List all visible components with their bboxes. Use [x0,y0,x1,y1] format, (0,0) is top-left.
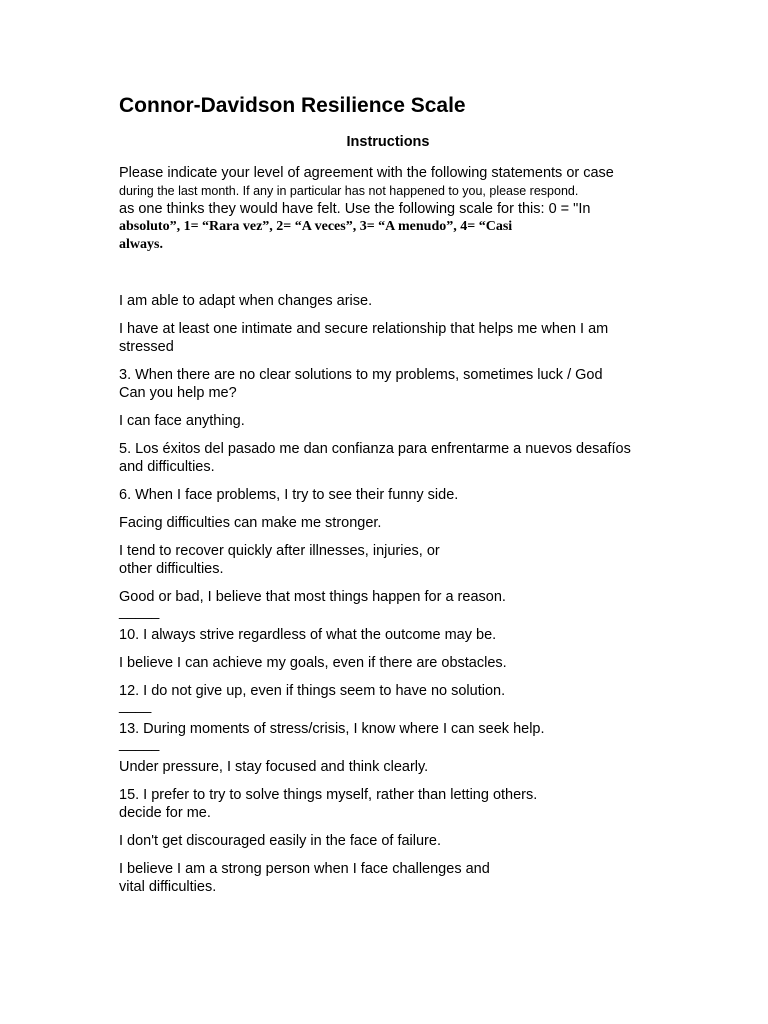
instructions-line: absoluto”, 1= “Rara vez”, 2= “A veces”, 3= “A menudo”, 4= “Casi [119,219,513,234]
statement-item [119,720,699,752]
answer-blank: ____ [119,698,152,714]
document-title: Connor-Davidson Resilience Scale [119,94,466,117]
statement-text: I can face anything. [119,413,245,429]
statement-text: 3. When there are no clear solutions to my problems, sometimes luck / God [119,367,603,383]
statement-item [119,832,699,850]
instructions-line: as one thinks they would have felt. Use the following scale for this: 0 = "In [119,201,591,217]
statement-text: other difficulties. [119,561,224,577]
statement-text: I tend to recover quickly after illnesses, injuries, or [119,543,440,559]
statement-text: 12. I do not give up, even if things seem to have no solution. [119,683,506,699]
statement-text: 5. Los éxitos del pasado me dan confianza para enfrentarme a nuevos desafíos [119,441,631,457]
statement-text: decide for me. [119,805,211,821]
statement-item [119,292,699,310]
statement-text: I have at least one intimate and secure relationship that helps me when I am [119,321,609,337]
statement-item [119,440,699,476]
statement-item [119,542,699,578]
statement-text: 15. I prefer to try to solve things myself, rather than letting others. [119,787,538,803]
statement-item [119,412,699,430]
statement-item [119,654,699,672]
statement-list [119,292,699,906]
statement-item [119,366,699,402]
statement-text: Under pressure, I stay focused and think clearly. [119,759,429,775]
statement-item [119,860,699,896]
statement-text: Facing difficulties can make me stronger. [119,515,382,531]
instructions-line: always. [119,237,163,252]
statement-item [119,486,699,504]
statement-item [119,758,699,776]
statement-text: 10. I always strive regardless of what the outcome may be. [119,627,497,643]
statement-text: stressed [119,339,174,355]
answer-blank: _____ [119,736,160,752]
statement-text: vital difficulties. [119,879,217,895]
instructions-text [119,164,719,254]
statement-text: 6. When I face problems, I try to see their funny side. [119,487,459,503]
instructions-line: during the last month. If any in particular has not happened to you, please respond. [119,184,579,198]
answer-blank: _____ [119,604,160,620]
statement-item [119,682,699,714]
statement-item [119,514,699,532]
statement-text: I believe I can achieve my goals, even if there are obstacles. [119,655,507,671]
statement-item [119,320,699,356]
instructions-heading: Instructions [346,134,430,150]
statement-text: 13. During moments of stress/crisis, I know where I can seek help. [119,721,545,737]
statement-text: I am able to adapt when changes arise. [119,293,373,309]
statement-text: I don't get discouraged easily in the face of failure. [119,833,441,849]
statement-item [119,588,699,620]
statement-item [119,626,699,644]
statement-item [119,786,699,822]
statement-text: Good or bad, I believe that most things happen for a reason. [119,589,506,605]
statement-text: and difficulties. [119,459,215,475]
statement-text: Can you help me? [119,385,237,401]
instructions-line: Please indicate your level of agreement with the following statements or case [119,165,614,181]
statement-text: I believe I am a strong person when I face challenges and [119,861,490,877]
